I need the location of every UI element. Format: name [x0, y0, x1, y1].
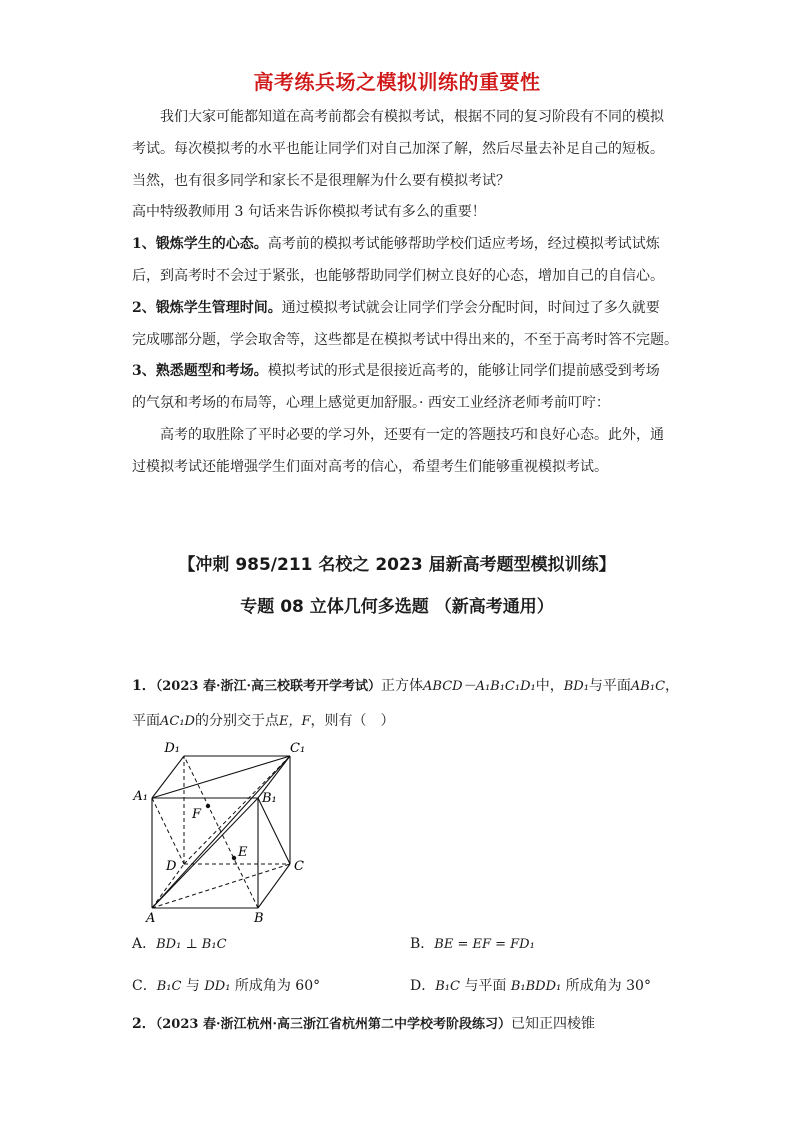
- points-ef: E，F: [278, 714, 311, 729]
- question-source: （2023 春·浙江杭州·高三浙江省杭州第二中学校考阶段练习）: [155, 1017, 512, 1032]
- cube-name: ABCD－A₁B₁C₁D₁: [423, 679, 536, 694]
- point-3-continued: 的气氛和考场的布局等，心理上感觉更加舒服。· 西安工业经济老师考前叮咛：: [132, 395, 610, 411]
- label-c1: C₁: [290, 741, 306, 756]
- stem-text: ，则有（ ）: [310, 713, 395, 729]
- point-2-text: 通过模拟考试就会让同学们学会分配时间，时间过了多久就要: [281, 300, 660, 316]
- point-1: [132, 234, 660, 254]
- option-b-label: B．: [410, 936, 435, 952]
- option-a[interactable]: [132, 934, 227, 955]
- option-d[interactable]: [410, 976, 651, 997]
- label-a1: A₁: [133, 789, 148, 804]
- intro-line: 高中特级教师用 3 句话来告诉你模拟考试有多么的重要！: [132, 204, 486, 220]
- point-3: [132, 361, 660, 381]
- label-e: E: [238, 845, 248, 860]
- intro-line: 考试。每次模拟考的水平也能让同学们对自己加深了解，然后尽量去补足自己的短板。: [132, 141, 664, 157]
- option-d-text: B₁C: [435, 979, 460, 994]
- edge-d1a1: [152, 756, 184, 798]
- point-3-text: 模拟考试的形式是很接近高考的，能够让同学们提前感受到考场: [267, 363, 660, 379]
- question-number: 1．: [132, 678, 156, 694]
- option-b-text: BE = EF = FD₁: [434, 937, 535, 952]
- option-d-text: B₁BDD₁: [510, 979, 562, 994]
- edge-bc: [258, 864, 290, 908]
- point-3-heading: 3、熟悉题型和考场。: [132, 363, 268, 379]
- label-a: A: [146, 911, 156, 924]
- plane-ac1d: AC₁D: [160, 714, 195, 729]
- page-title: 高考练兵场之模拟训练的重要性: [253, 70, 541, 94]
- option-c-text: DD₁: [204, 979, 231, 994]
- option-a-text: BD₁ ⊥ B₁C: [156, 937, 227, 952]
- point-f: [206, 804, 210, 808]
- label-d: D: [166, 859, 177, 874]
- stem-text: 正方体: [381, 678, 424, 694]
- label-d1: D₁: [164, 741, 180, 756]
- line-a1d: [152, 798, 184, 864]
- question-number: 2．: [132, 1016, 156, 1032]
- point-e: [232, 856, 236, 860]
- line-b1c: [258, 798, 290, 864]
- option-d-label: D．: [410, 978, 436, 994]
- label-b: B: [254, 911, 264, 924]
- stem-text: ，: [665, 678, 680, 694]
- label-f: F: [192, 807, 202, 822]
- segment-bd1: BD₁: [563, 679, 589, 694]
- stem-text: 的分别交于点: [194, 713, 279, 729]
- section-heading: 【冲刺 985/211 名校之 2023 届新高考题型模拟训练】: [178, 555, 616, 575]
- point-1-text: 高考前的模拟考试能够帮助学校们适应考场，经过模拟考试试炼: [267, 236, 660, 252]
- closing-line: 过模拟考试还能增强学生们面对高考的信心，希望考生们能够重视模拟考试。: [132, 459, 608, 475]
- option-b[interactable]: [410, 934, 535, 955]
- label-c: C: [294, 859, 304, 874]
- option-c-text: 所成角为 60°: [230, 978, 321, 994]
- intro-line: 我们大家可能都知道在高考前都会有模拟考试，根据不同的复习阶段有不同的模拟: [160, 109, 664, 125]
- question-1-stem-line2: [132, 711, 395, 732]
- point-1-heading: 1、锻炼学生的心态。: [132, 236, 268, 252]
- point-2-heading: 2、锻炼学生管理时间。: [132, 300, 282, 316]
- intro-line: 当然，也有很多同学和家长不是很理解为什么要有模拟考试？: [132, 173, 510, 189]
- closing-line: 高考的取胜除了平时必要的学习外，还要有一定的答题技巧和良好心态。此外，通: [160, 427, 664, 443]
- stem-text: 已知正四棱锥: [511, 1016, 596, 1032]
- question-2-stem: [132, 1014, 595, 1035]
- point-2: [132, 298, 660, 318]
- question-source: （2023 春·浙江·高三校联考开学考试）: [155, 679, 382, 694]
- option-c-text: 与: [181, 978, 205, 994]
- point-1-continued: 后，到高考时不会过于紧张，也能够帮助同学们树立良好的心态，增加自己的自信心。: [132, 268, 664, 284]
- cube-figure: [128, 740, 318, 924]
- question-1-stem: [132, 676, 679, 697]
- stem-text: 中，: [535, 678, 564, 694]
- option-a-label: A．: [132, 936, 157, 952]
- section-subheading: 专题 08 立体几何多选题 （新高考通用）: [240, 597, 554, 617]
- line-bd1: [184, 756, 258, 908]
- option-c-text: B₁C: [156, 979, 182, 994]
- option-d-text: 所成角为 30°: [561, 978, 651, 994]
- label-b1: B₁: [262, 791, 277, 806]
- stem-text: 与平面: [588, 678, 631, 694]
- option-c[interactable]: [132, 976, 320, 997]
- point-2-continued: 完成哪部分题，学会取舍等，这些都是在模拟考试中得出来的，不至于高考时答不完题。: [132, 332, 678, 348]
- stem-text: 平面: [132, 713, 160, 729]
- option-c-label: C．: [132, 978, 157, 994]
- plane-ab1c: AB₁C: [630, 679, 666, 694]
- option-d-text: 与平面: [459, 978, 511, 994]
